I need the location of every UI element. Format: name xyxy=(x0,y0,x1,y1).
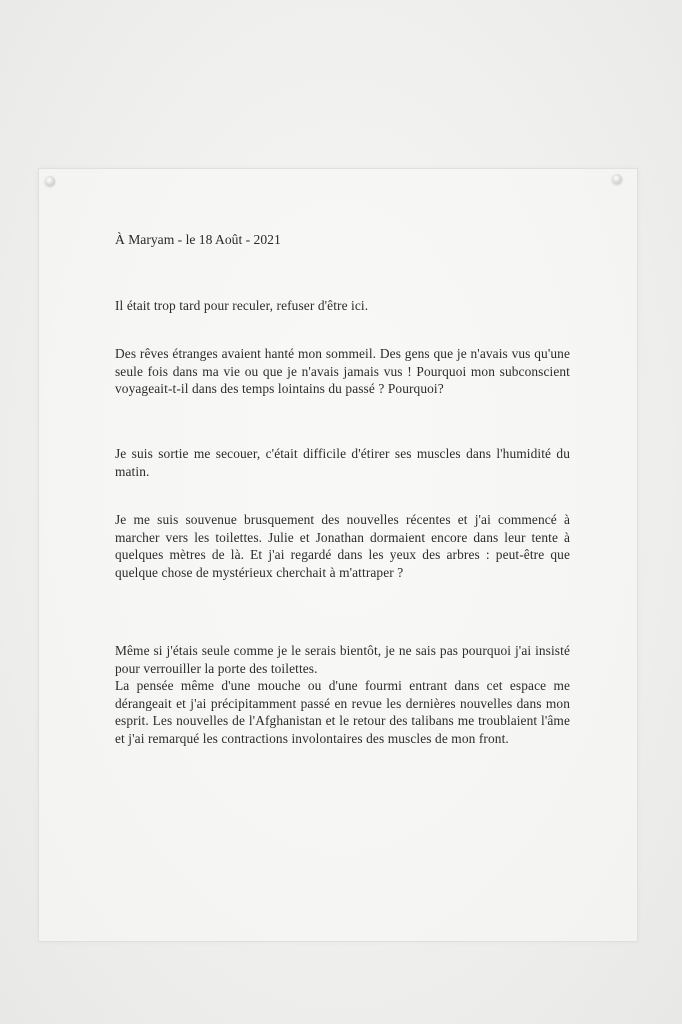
letter-title: À Maryam - le 18 Août - 2021 xyxy=(115,232,281,247)
letter-paragraph-group xyxy=(115,642,570,747)
letter-paragraph: La pensée même d'une mouche ou d'une fourmi entrant dans cet espace me dérangeait et j'ai précipitamment passé en revue les dernières nouvelles dans mon esprit. Les nouvelles de l'Afghanistan et le retour des talibans me troublaient l'âme et j'ai remarqué les contractions involontaires des muscles de mon front. xyxy=(115,678,570,746)
letter-paragraph: Je suis sortie me secouer, c'était difficile d'étirer ses muscles dans l'humidité du matin. xyxy=(115,446,570,479)
letter-paragraph: Des rêves étranges avaient hanté mon sommeil. Des gens que je n'avais vus qu'une seule fois dans ma vie ou que je n'avais jamais vus ! Pourquoi mon subconscient voyageait-t-il dans des temps lointains du passé ? Pourquoi? xyxy=(115,346,570,396)
letter-paragraph: Même si j'étais seule comme je le serais bientôt, je ne sais pas pourquoi j'ai insisté pour verrouiller la porte des toilettes. xyxy=(115,643,570,676)
pushpin-icon xyxy=(612,174,622,184)
pushpin-icon xyxy=(45,176,55,186)
letter-paragraph: Je me suis souvenue brusquement des nouvelles récentes et j'ai commencé à marcher vers les toilettes. Julie et Jonathan dormaient encore dans leur tente à quelques mètres de là. Et j'ai regardé dans les yeux des arbres : peut-être que quelque chose de mystérieux cherchait à m'attraper ? xyxy=(115,512,570,580)
letter-paragraph: Il était trop tard pour reculer, refuser d'être ici. xyxy=(115,298,369,313)
